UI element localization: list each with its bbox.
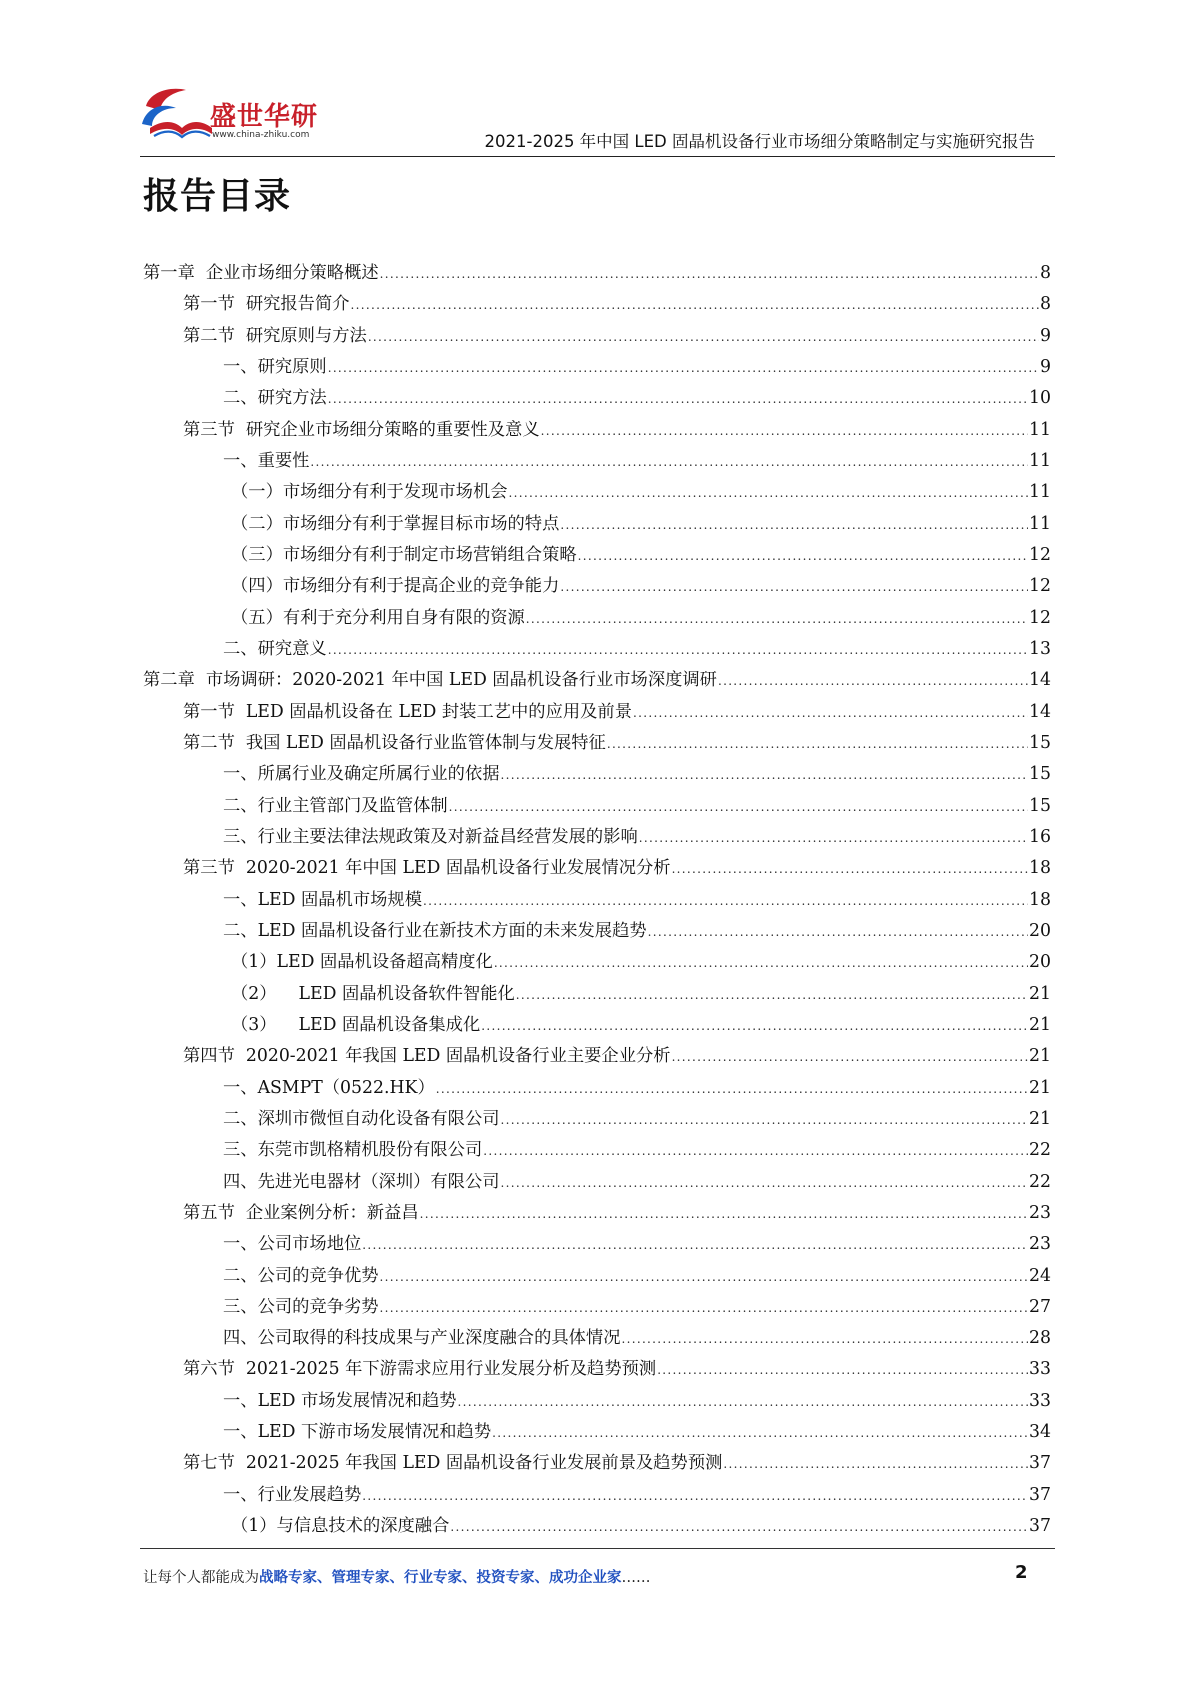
toc-leader-dots — [718, 666, 1028, 697]
toc-leader-dots — [483, 1136, 1028, 1167]
toc-entry-title: 二、研究意义 — [223, 638, 327, 659]
toc-leader-dots — [494, 948, 1028, 979]
toc-entry[interactable] — [143, 665, 1051, 696]
footer-slogan-highlight: 战略专家、管理专家、行业专家、投资专家、成功企业家 — [259, 1569, 622, 1586]
header-divider — [140, 156, 1055, 157]
toc-leader-dots — [362, 1230, 1028, 1261]
toc-entry[interactable] — [143, 1292, 1051, 1323]
footer-slogan — [143, 1566, 651, 1587]
toc-leader-dots — [560, 572, 1028, 603]
toc-entry-title: 第二节 我国 LED 固晶机设备行业监管体制与发展特征 — [183, 732, 606, 753]
toc-entry[interactable] — [143, 383, 1051, 414]
toc-entry[interactable] — [143, 1448, 1051, 1479]
toc-entry-page: 21 — [1029, 983, 1051, 1004]
toc-entry-page: 12 — [1029, 576, 1051, 597]
toc-leader-dots — [492, 1418, 1028, 1449]
toc-entry-title: （3） LED 固晶机设备集成化 — [231, 1014, 481, 1035]
toc-leader-dots — [328, 353, 1039, 384]
toc-leader-dots — [380, 1293, 1028, 1324]
toc-entry-page: 22 — [1029, 1140, 1051, 1161]
toc-entry-page: 8 — [1040, 263, 1051, 283]
toc-entry-page: 8 — [1040, 294, 1051, 315]
toc-leader-dots — [310, 447, 1028, 478]
toc-entry[interactable] — [143, 352, 1051, 383]
toc-entry-title: 一、研究原则 — [223, 356, 327, 377]
toc-leader-dots — [380, 1262, 1028, 1293]
toc-entry-page: 21 — [1029, 1046, 1051, 1067]
toc-entry-page: 12 — [1029, 544, 1051, 565]
toc-entry-page: 37 — [1029, 1453, 1051, 1474]
toc-entry-page: 11 — [1029, 513, 1051, 534]
toc-entry-title: 三、行业主要法律法规政策及对新益昌经营发展的影响 — [223, 826, 638, 847]
toc-entry[interactable] — [143, 979, 1051, 1010]
toc-entry-page: 37 — [1029, 1516, 1051, 1537]
toc-leader-dots — [578, 541, 1028, 572]
toc-entry-title: 四、公司取得的科技成果与产业深度融合的具体情况 — [223, 1328, 621, 1349]
toc-entry-title: 二、深圳市微恒自动化设备有限公司 — [223, 1108, 500, 1129]
toc-leader-dots — [328, 384, 1028, 415]
toc-leader-dots — [607, 729, 1028, 760]
toc-entry-title: 一、行业发展趋势 — [223, 1484, 362, 1505]
toc-leader-dots — [362, 1481, 1028, 1512]
toc-entry-page: 21 — [1029, 1014, 1051, 1035]
toc-entry-page: 15 — [1029, 732, 1051, 753]
toc-entry-page: 11 — [1029, 419, 1051, 440]
toc-entry[interactable] — [143, 791, 1051, 822]
toc-entry[interactable] — [143, 1041, 1051, 1072]
toc-entry[interactable] — [143, 1135, 1051, 1166]
toc-entry-page: 18 — [1029, 889, 1051, 910]
toc-entry-page: 23 — [1029, 1234, 1051, 1255]
toc-entry-title: （四）市场细分有利于提高企业的竞争能力 — [231, 576, 560, 597]
toc-entry-page: 16 — [1029, 826, 1051, 847]
toc-entry-title: 第一节 研究报告简介 — [183, 294, 350, 315]
toc-entry-page: 22 — [1029, 1171, 1051, 1192]
toc-entry[interactable] — [143, 1167, 1051, 1198]
toc-leader-dots — [639, 823, 1028, 854]
page-number: 2 — [1015, 1562, 1028, 1583]
footer-slogan-prefix: 让每个人都能成为 — [143, 1570, 259, 1586]
toc-entry-title: 第七节 2021-2025 年我国 LED 固晶机设备行业发展前景及趋势预测 — [183, 1453, 723, 1474]
toc-entry-title: 第一章 企业市场细分策略概述 — [143, 263, 379, 283]
toc-entry-page: 23 — [1029, 1202, 1051, 1223]
toc-entry[interactable] — [143, 697, 1051, 728]
toc-leader-dots — [621, 1324, 1028, 1355]
toc-leader-dots — [633, 698, 1028, 729]
toc-entry-title: 一、公司市场地位 — [223, 1234, 362, 1255]
toc-entry-page: 13 — [1029, 638, 1051, 659]
toc-entry-page: 15 — [1029, 764, 1051, 785]
toc-entry[interactable] — [143, 1323, 1051, 1354]
toc-entry[interactable] — [143, 321, 1051, 352]
toc-entry[interactable] — [143, 603, 1051, 634]
toc-entry-page: 27 — [1029, 1296, 1051, 1317]
toc-leader-dots — [328, 635, 1028, 666]
toc-entry-page: 11 — [1029, 482, 1051, 503]
toc-entry-title: （1）LED 固晶机设备超高精度化 — [231, 952, 493, 973]
toc-leader-dots — [501, 1168, 1028, 1199]
toc-entry-title: 第三节 2020-2021 年中国 LED 固晶机设备行业发展情况分析 — [183, 858, 671, 879]
toc-entry[interactable] — [143, 446, 1051, 477]
toc-entry-title: 一、LED 固晶机市场规模 — [223, 889, 422, 910]
toc-entry[interactable] — [143, 1229, 1051, 1260]
toc-entry-title: 三、东莞市凯格精机股份有限公司 — [223, 1140, 483, 1161]
toc-entry-page: 21 — [1029, 1108, 1051, 1129]
toc-entry[interactable] — [143, 916, 1051, 947]
toc-leader-dots — [436, 1074, 1028, 1105]
toc-entry-page: 24 — [1029, 1265, 1051, 1286]
toc-entry-page: 9 — [1040, 356, 1051, 377]
toc-entry-page: 14 — [1029, 670, 1051, 691]
toc-entry-title: 第二节 研究原则与方法 — [183, 325, 367, 346]
toc-entry-title: 第二章 市场调研：2020-2021 年中国 LED 固晶机设备行业市场深度调研 — [143, 670, 717, 691]
toc-entry[interactable] — [143, 853, 1051, 884]
toc-leader-dots — [423, 886, 1028, 917]
toc-entry-title: （一）市场细分有利于发现市场机会 — [231, 482, 508, 503]
toc-leader-dots — [368, 322, 1039, 353]
toc-entry-title: 一、重要性 — [223, 450, 310, 471]
toc-entry-page: 37 — [1029, 1484, 1051, 1505]
toc-leader-dots — [648, 917, 1028, 948]
toc-entry-page: 12 — [1029, 607, 1051, 628]
toc-entry-page: 10 — [1029, 388, 1051, 409]
toc-entry[interactable] — [143, 885, 1051, 916]
toc-leader-dots — [501, 760, 1028, 791]
toc-entry-title: 第六节 2021-2025 年下游需求应用行业发展分析及趋势预测 — [183, 1359, 657, 1380]
toc-leader-dots — [672, 854, 1028, 885]
toc-leader-dots — [351, 290, 1039, 321]
toc-entry[interactable] — [143, 509, 1051, 540]
toc-entry-page: 21 — [1029, 1077, 1051, 1098]
toc-entry[interactable] — [143, 415, 1051, 446]
toc-entry[interactable] — [143, 1417, 1051, 1448]
logo-url: www.china-zhiku.com — [212, 130, 310, 140]
toc-entry-title: 三、公司的竞争劣势 — [223, 1296, 379, 1317]
toc-leader-dots — [458, 1387, 1028, 1418]
page-title: 报告目录 — [143, 176, 292, 217]
toc-entry-page: 11 — [1029, 450, 1051, 471]
toc-entry-title: 二、LED 固晶机设备行业在新技术方面的未来发展趋势 — [223, 920, 647, 941]
toc-entry[interactable] — [143, 571, 1051, 602]
toc-entry-title: 第五节 企业案例分析：新益昌 — [183, 1202, 419, 1223]
toc-entry[interactable] — [143, 1261, 1051, 1292]
toc-entry-page: 9 — [1040, 325, 1051, 346]
toc-entry-title: （1）与信息技术的深度融合 — [231, 1516, 450, 1537]
toc-entry-page: 14 — [1029, 701, 1051, 722]
toc-entry[interactable] — [143, 258, 1051, 289]
toc-entry[interactable] — [143, 477, 1051, 508]
toc-entry-title: 二、公司的竞争优势 — [223, 1265, 379, 1286]
toc-entry[interactable] — [143, 1010, 1051, 1041]
toc-entry[interactable] — [143, 1386, 1051, 1417]
footer-divider — [140, 1548, 1055, 1549]
toc-entry-page: 28 — [1029, 1328, 1051, 1349]
toc-leader-dots — [657, 1355, 1028, 1386]
toc-entry-title: 二、行业主管部门及监管体制 — [223, 795, 448, 816]
toc-entry-page: 20 — [1029, 920, 1051, 941]
toc-entry[interactable] — [143, 947, 1051, 978]
toc-leader-dots — [526, 604, 1028, 635]
toc-entry[interactable] — [143, 540, 1051, 571]
toc-entry-title: 一、ASMPT（0522.HK） — [223, 1077, 435, 1098]
toc-entry-page: 20 — [1029, 952, 1051, 973]
logo-name: 盛世华研 — [210, 102, 319, 132]
toc-entry-page: 33 — [1029, 1390, 1051, 1411]
toc-leader-dots — [449, 792, 1028, 823]
toc-entry-title: （2） LED 固晶机设备软件智能化 — [231, 983, 515, 1004]
table-of-contents — [143, 258, 1051, 1542]
toc-leader-dots — [672, 1042, 1028, 1073]
toc-leader-dots — [481, 1011, 1028, 1042]
toc-entry[interactable] — [143, 634, 1051, 665]
toc-entry[interactable] — [143, 728, 1051, 759]
footer-slogan-suffix: …… — [621, 1570, 651, 1586]
toc-entry[interactable] — [143, 289, 1051, 320]
toc-entry[interactable] — [143, 1073, 1051, 1104]
toc-entry[interactable] — [143, 1104, 1051, 1135]
toc-leader-dots — [723, 1449, 1028, 1480]
toc-entry[interactable] — [143, 1198, 1051, 1229]
toc-entry-title: 一、LED 市场发展情况和趋势 — [223, 1390, 457, 1411]
toc-entry-title: 四、先进光电器材（深圳）有限公司 — [223, 1171, 500, 1192]
toc-leader-dots — [380, 259, 1039, 290]
toc-leader-dots — [509, 478, 1028, 509]
toc-leader-dots — [450, 1512, 1028, 1543]
toc-entry-title: 第三节 研究企业市场细分策略的重要性及意义 — [183, 419, 540, 440]
toc-leader-dots — [541, 416, 1028, 447]
toc-entry-page: 15 — [1029, 795, 1051, 816]
toc-leader-dots — [420, 1199, 1028, 1230]
report-title: 2021-2025 年中国 LED 固晶机设备行业市场细分策略制定与实施研究报告 — [484, 132, 1035, 151]
toc-entry-title: 一、LED 下游市场发展情况和趋势 — [223, 1422, 492, 1443]
toc-entry-title: （二）市场细分有利于掌握目标市场的特点 — [231, 513, 560, 534]
toc-leader-dots — [560, 510, 1028, 541]
toc-entry-title: 一、所属行业及确定所属行业的依据 — [223, 764, 500, 785]
toc-leader-dots — [501, 1105, 1028, 1136]
toc-entry-page: 18 — [1029, 858, 1051, 879]
toc-entry[interactable] — [143, 1354, 1051, 1385]
toc-leader-dots — [516, 980, 1028, 1011]
toc-entry[interactable] — [143, 822, 1051, 853]
toc-entry-title: （五）有利于充分利用自身有限的资源 — [231, 607, 525, 628]
toc-entry-title: （三）市场细分有利于制定市场营销组合策略 — [231, 544, 577, 565]
toc-entry-title: 第四节 2020-2021 年我国 LED 固晶机设备行业主要企业分析 — [183, 1046, 671, 1067]
toc-entry[interactable] — [143, 759, 1051, 790]
toc-entry[interactable] — [143, 1480, 1051, 1511]
toc-entry-title: 二、研究方法 — [223, 388, 327, 409]
toc-entry-page: 33 — [1029, 1359, 1051, 1380]
toc-entry-title: 第一节 LED 固晶机设备在 LED 封装工艺中的应用及前景 — [183, 701, 632, 722]
toc-entry[interactable] — [143, 1511, 1051, 1542]
toc-entry-page: 34 — [1029, 1422, 1051, 1443]
